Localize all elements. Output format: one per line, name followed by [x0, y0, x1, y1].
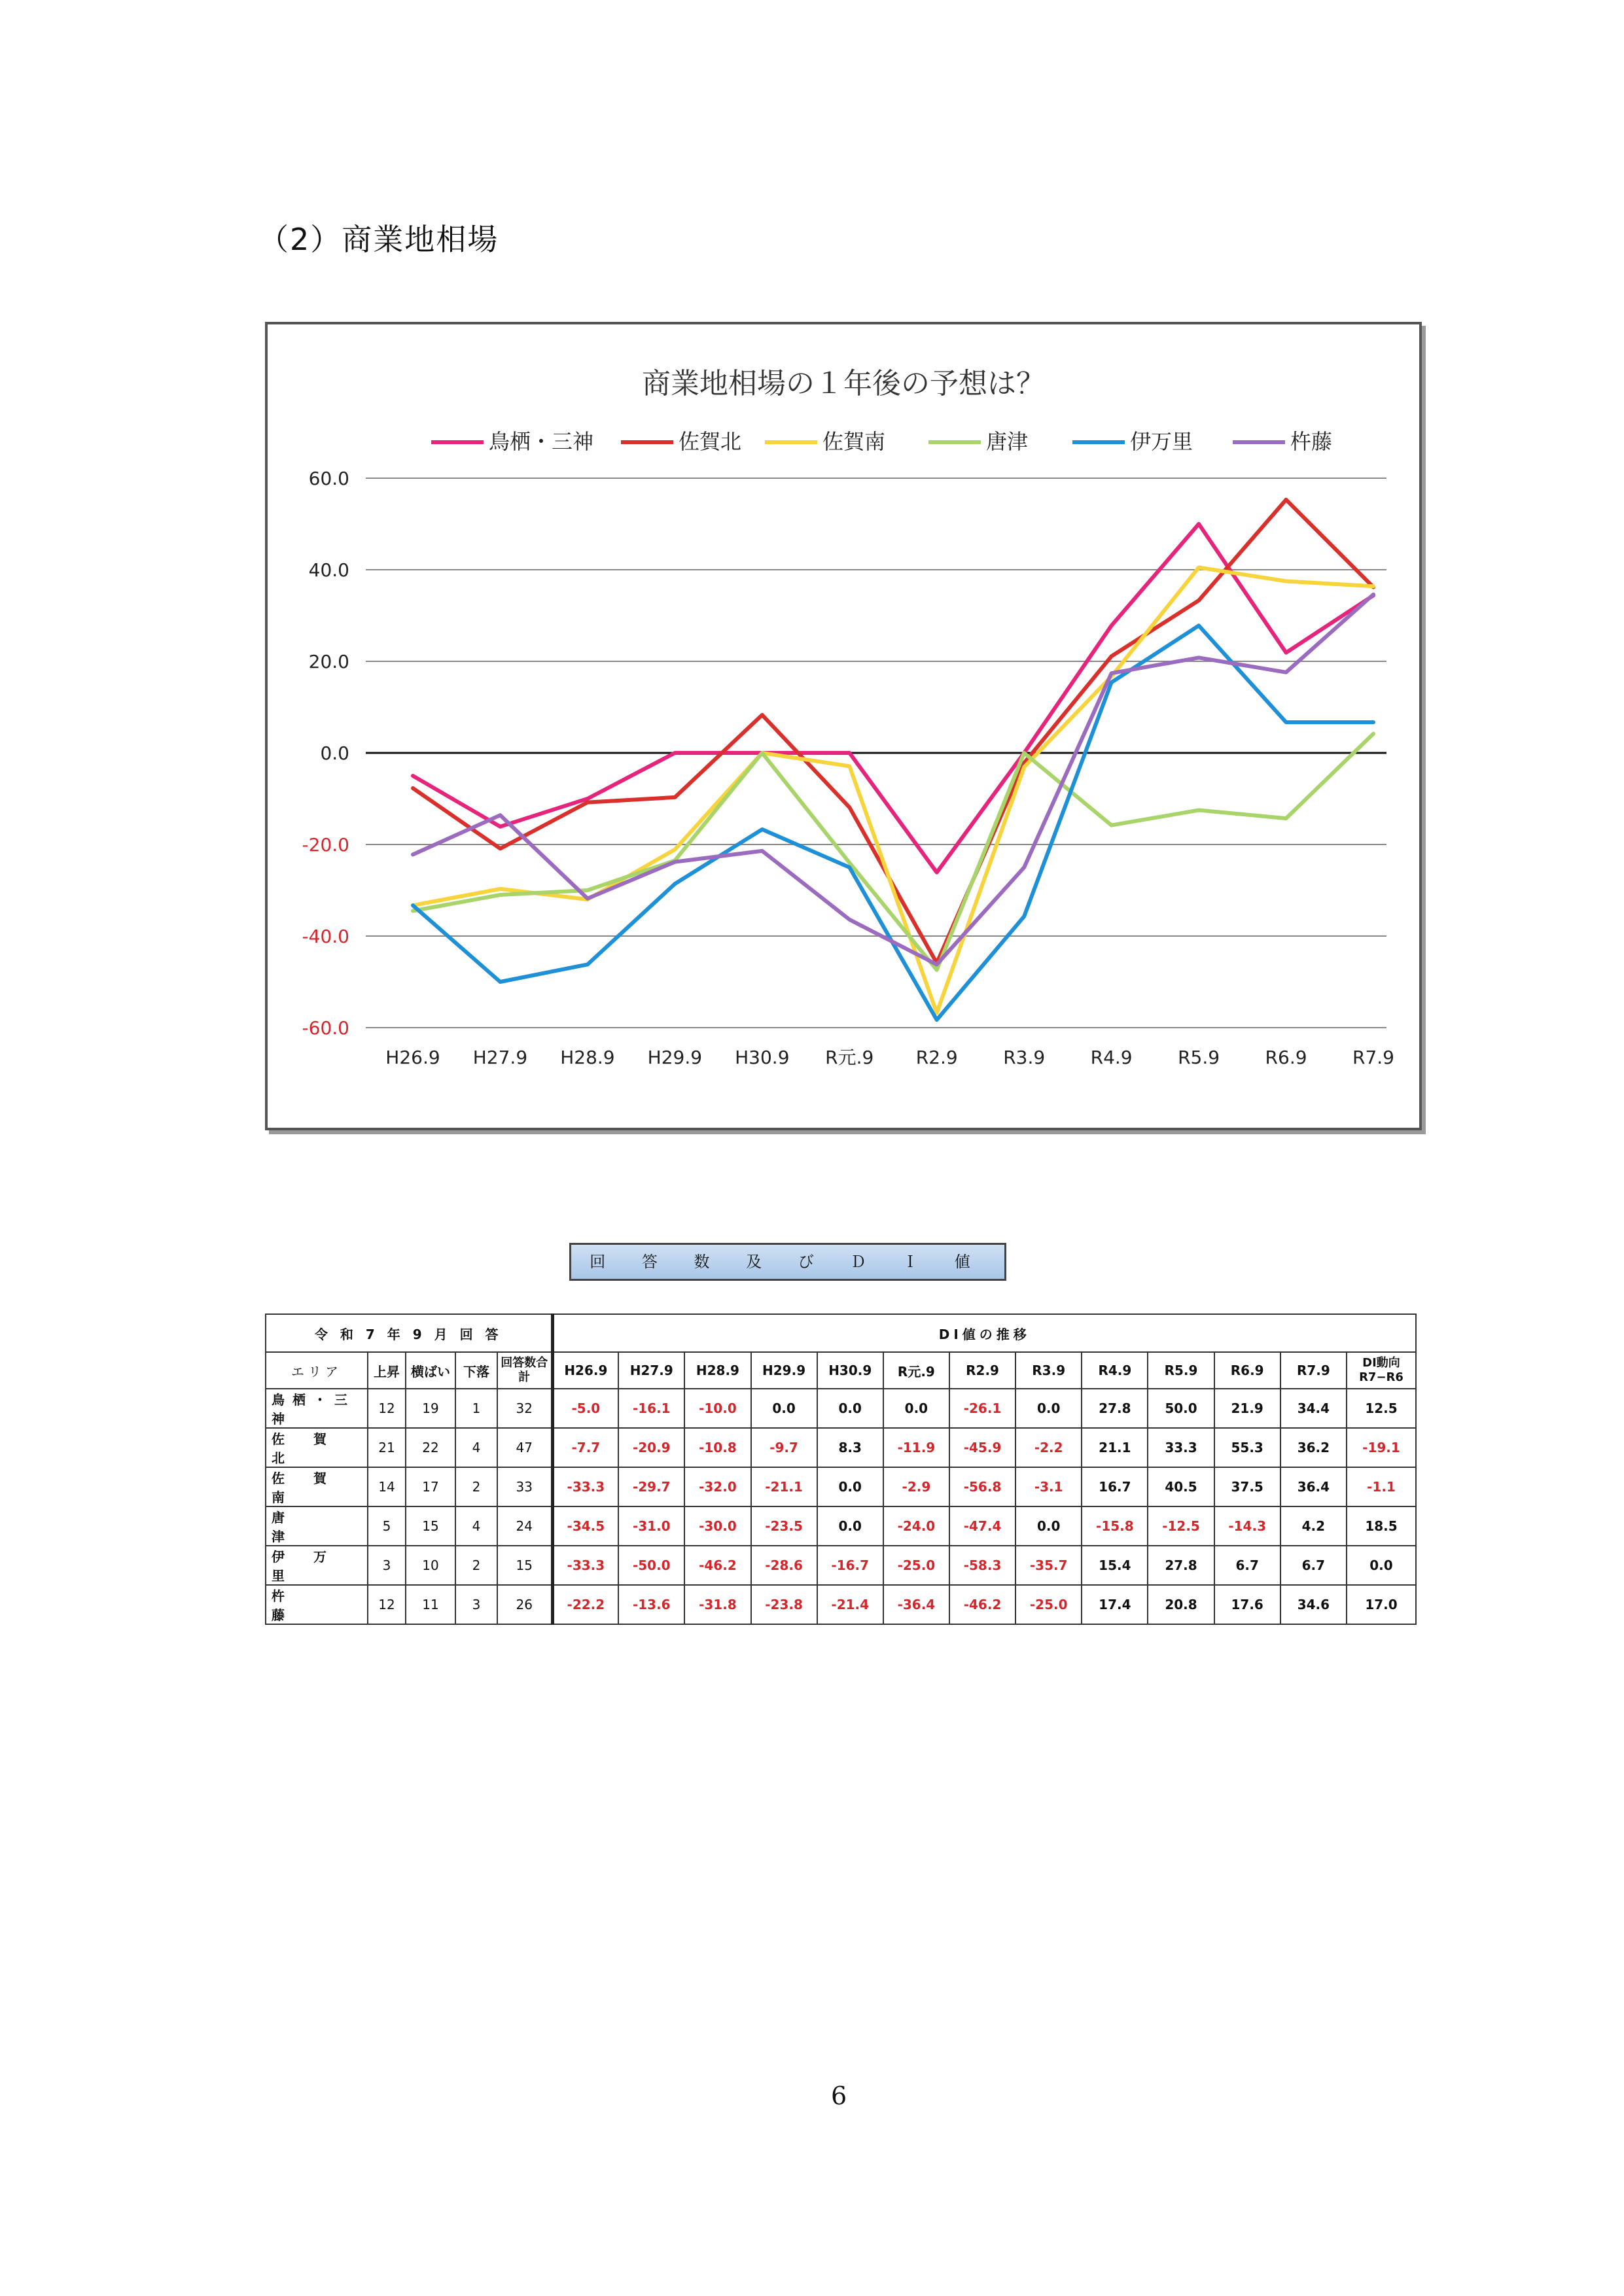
- x-axis-ticks: [385, 1047, 1394, 1068]
- row-di-value: 40.5: [1148, 1467, 1214, 1506]
- row-di-value: 8.3: [817, 1428, 883, 1467]
- row-di-value: -47.4: [949, 1506, 1015, 1546]
- row-di-value: 27.8: [1148, 1546, 1214, 1585]
- row-down: 2: [455, 1546, 497, 1585]
- table-row: [266, 1546, 1416, 1585]
- y-tick-label: 0.0: [320, 742, 349, 764]
- table-group-di: DI値の推移: [552, 1314, 1416, 1352]
- row-total: 15: [497, 1546, 552, 1585]
- chart-title: 商業地相場の１年後の予想は？: [642, 367, 1045, 400]
- col-period: R4.9: [1082, 1352, 1148, 1389]
- row-di-value: -24.0: [883, 1506, 949, 1546]
- legend-label: 佐賀南: [822, 429, 886, 454]
- row-di-value: -31.0: [618, 1506, 684, 1546]
- col-up: 上昇: [368, 1352, 406, 1389]
- col-period: R6.9: [1214, 1352, 1280, 1389]
- x-tick-label: H30.9: [735, 1047, 790, 1068]
- row-di-value: 0.0: [751, 1389, 817, 1428]
- y-tick-label: -20.0: [302, 834, 349, 856]
- legend-label: 伊万里: [1130, 429, 1193, 454]
- row-diff: -1.1: [1347, 1467, 1416, 1506]
- row-di-value: -11.9: [883, 1428, 949, 1467]
- x-tick-label: R3.9: [1003, 1047, 1046, 1068]
- row-di-value: -7.7: [552, 1428, 618, 1467]
- row-di-value: 27.8: [1082, 1389, 1148, 1428]
- row-area: 鳥栖・三神: [266, 1389, 368, 1428]
- row-diff: -19.1: [1347, 1428, 1416, 1467]
- row-total: 24: [497, 1506, 552, 1546]
- row-di-value: 17.6: [1214, 1585, 1280, 1624]
- row-di-value: -45.9: [949, 1428, 1015, 1467]
- col-flat: 横ばい: [406, 1352, 455, 1389]
- row-di-value: -29.7: [618, 1467, 684, 1506]
- row-di-value: -35.7: [1015, 1546, 1082, 1585]
- row-area: 杵 藤: [266, 1585, 368, 1624]
- row-di-value: 6.7: [1214, 1546, 1280, 1585]
- col-period: R元.9: [883, 1352, 949, 1389]
- row-flat: 17: [406, 1467, 455, 1506]
- x-tick-label: H29.9: [647, 1047, 703, 1068]
- col-period: R2.9: [949, 1352, 1015, 1389]
- x-tick-label: H26.9: [385, 1047, 440, 1068]
- row-di-value: 16.7: [1082, 1467, 1148, 1506]
- row-di-value: -3.1: [1015, 1467, 1082, 1506]
- y-tick-label: -40.0: [302, 926, 349, 947]
- row-area: 佐 賀 北: [266, 1428, 368, 1467]
- row-di-value: 33.3: [1148, 1428, 1214, 1467]
- row-area: 伊 万 里: [266, 1546, 368, 1585]
- row-total: 32: [497, 1389, 552, 1428]
- row-flat: 10: [406, 1546, 455, 1585]
- row-di-value: -2.9: [883, 1467, 949, 1506]
- col-period: R7.9: [1280, 1352, 1347, 1389]
- y-tick-label: 60.0: [308, 468, 349, 489]
- row-di-value: -32.0: [684, 1467, 750, 1506]
- row-di-value: 34.6: [1280, 1585, 1347, 1624]
- x-tick-label: R5.9: [1178, 1047, 1220, 1068]
- x-tick-label: H27.9: [472, 1047, 528, 1068]
- row-up: 14: [368, 1467, 406, 1506]
- chart-series: [413, 500, 1373, 1020]
- row-total: 47: [497, 1428, 552, 1467]
- series-line: [413, 734, 1373, 970]
- table-caption: 回 答 数 及 び Ｄ Ｉ 値: [569, 1243, 1006, 1281]
- row-di-value: 21.1: [1082, 1428, 1148, 1467]
- row-di-value: 0.0: [1015, 1506, 1082, 1546]
- row-di-value: -33.3: [552, 1546, 618, 1585]
- row-di-value: 37.5: [1214, 1467, 1280, 1506]
- row-di-value: -22.2: [552, 1585, 618, 1624]
- row-di-value: -10.0: [684, 1389, 750, 1428]
- row-di-value: -14.3: [1214, 1506, 1280, 1546]
- row-di-value: 34.4: [1280, 1389, 1347, 1428]
- row-di-value: -13.6: [618, 1585, 684, 1624]
- row-flat: 19: [406, 1389, 455, 1428]
- row-up: 12: [368, 1585, 406, 1624]
- row-di-value: -15.8: [1082, 1506, 1148, 1546]
- col-period: H26.9: [552, 1352, 618, 1389]
- row-di-value: 36.4: [1280, 1467, 1347, 1506]
- y-axis-ticks: [302, 468, 349, 1039]
- col-period: R5.9: [1148, 1352, 1214, 1389]
- col-diff: DI動向 R7−R6: [1347, 1352, 1416, 1389]
- row-di-value: -25.0: [1015, 1585, 1082, 1624]
- page-number: 6: [831, 2081, 847, 2110]
- row-flat: 22: [406, 1428, 455, 1467]
- row-di-value: 21.9: [1214, 1389, 1280, 1428]
- x-tick-label: H28.9: [560, 1047, 615, 1068]
- col-area: エリア: [266, 1352, 368, 1389]
- row-up: 3: [368, 1546, 406, 1585]
- row-di-value: -50.0: [618, 1546, 684, 1585]
- col-period: H27.9: [618, 1352, 684, 1389]
- row-di-value: -46.2: [684, 1546, 750, 1585]
- row-di-value: -16.1: [618, 1389, 684, 1428]
- row-flat: 15: [406, 1506, 455, 1546]
- col-total: 回答数合計: [497, 1352, 552, 1389]
- row-di-value: 36.2: [1280, 1428, 1347, 1467]
- legend-label: 佐賀北: [679, 429, 742, 454]
- row-diff: 17.0: [1347, 1585, 1416, 1624]
- row-di-value: 15.4: [1082, 1546, 1148, 1585]
- row-di-value: 0.0: [1015, 1389, 1082, 1428]
- row-di-value: -34.5: [552, 1506, 618, 1546]
- series-line: [413, 625, 1373, 1020]
- row-di-value: -10.8: [684, 1428, 750, 1467]
- table-row: [266, 1389, 1416, 1428]
- row-area: 佐 賀 南: [266, 1467, 368, 1506]
- row-down: 1: [455, 1389, 497, 1428]
- row-di-value: -36.4: [883, 1585, 949, 1624]
- col-period: R3.9: [1015, 1352, 1082, 1389]
- di-table: [265, 1313, 1417, 1625]
- x-tick-label: R4.9: [1090, 1047, 1133, 1068]
- row-di-value: 4.2: [1280, 1506, 1347, 1546]
- row-di-value: -56.8: [949, 1467, 1015, 1506]
- row-di-value: -20.9: [618, 1428, 684, 1467]
- legend-label: 唐津: [986, 429, 1029, 454]
- legend-label: 杵藤: [1290, 429, 1333, 454]
- row-di-value: -21.4: [817, 1585, 883, 1624]
- row-di-value: -26.1: [949, 1389, 1015, 1428]
- col-down: 下落: [455, 1352, 497, 1389]
- row-di-value: -16.7: [817, 1546, 883, 1585]
- row-di-value: -46.2: [949, 1585, 1015, 1624]
- row-di-value: 55.3: [1214, 1428, 1280, 1467]
- row-down: 4: [455, 1428, 497, 1467]
- row-up: 5: [368, 1506, 406, 1546]
- row-di-value: -2.2: [1015, 1428, 1082, 1467]
- row-di-value: 17.4: [1082, 1585, 1148, 1624]
- table-row: [266, 1467, 1416, 1506]
- row-di-value: 20.8: [1148, 1585, 1214, 1624]
- row-area: 唐 津: [266, 1506, 368, 1546]
- row-di-value: -33.3: [552, 1467, 618, 1506]
- table-group-answers: 令 和 7 年 9 月 回 答: [266, 1314, 552, 1352]
- row-down: 2: [455, 1467, 497, 1506]
- row-di-value: -23.5: [751, 1506, 817, 1546]
- row-di-value: -25.0: [883, 1546, 949, 1585]
- x-tick-label: R2.9: [915, 1047, 958, 1068]
- row-di-value: -28.6: [751, 1546, 817, 1585]
- row-di-value: 0.0: [817, 1506, 883, 1546]
- row-flat: 11: [406, 1585, 455, 1624]
- y-tick-label: -60.0: [302, 1017, 349, 1039]
- row-di-value: 50.0: [1148, 1389, 1214, 1428]
- row-di-value: 0.0: [883, 1389, 949, 1428]
- table-row: [266, 1428, 1416, 1467]
- row-diff: 0.0: [1347, 1546, 1416, 1585]
- row-up: 12: [368, 1389, 406, 1428]
- row-di-value: -5.0: [552, 1389, 618, 1428]
- row-di-value: -30.0: [684, 1506, 750, 1546]
- series-line: [413, 595, 1373, 965]
- row-di-value: 6.7: [1280, 1546, 1347, 1585]
- table-row: [266, 1585, 1416, 1624]
- line-chart: [268, 324, 1419, 1128]
- table-row: [266, 1506, 1416, 1546]
- section-title: （2）商業地相場: [258, 222, 499, 257]
- x-tick-label: R6.9: [1265, 1047, 1307, 1068]
- row-up: 21: [368, 1428, 406, 1467]
- col-period: H30.9: [817, 1352, 883, 1389]
- row-di-value: -23.8: [751, 1585, 817, 1624]
- row-di-value: -58.3: [949, 1546, 1015, 1585]
- row-total: 33: [497, 1467, 552, 1506]
- col-period: H29.9: [751, 1352, 817, 1389]
- row-down: 3: [455, 1585, 497, 1624]
- x-tick-label: R元.9: [825, 1047, 874, 1068]
- row-diff: 18.5: [1347, 1506, 1416, 1546]
- row-down: 4: [455, 1506, 497, 1546]
- x-tick-label: R7.9: [1352, 1047, 1394, 1068]
- legend-label: 鳥栖・三神: [489, 429, 594, 454]
- y-tick-label: 20.0: [308, 651, 349, 672]
- y-tick-label: 40.0: [308, 559, 349, 581]
- row-di-value: -9.7: [751, 1428, 817, 1467]
- row-total: 26: [497, 1585, 552, 1624]
- chart-legend: [431, 429, 1332, 454]
- col-period: H28.9: [684, 1352, 750, 1389]
- row-di-value: -12.5: [1148, 1506, 1214, 1546]
- row-di-value: -31.8: [684, 1585, 750, 1624]
- row-di-value: -21.1: [751, 1467, 817, 1506]
- row-di-value: 0.0: [817, 1467, 883, 1506]
- row-diff: 12.5: [1347, 1389, 1416, 1428]
- chart-frame: [265, 322, 1422, 1130]
- row-di-value: 0.0: [817, 1389, 883, 1428]
